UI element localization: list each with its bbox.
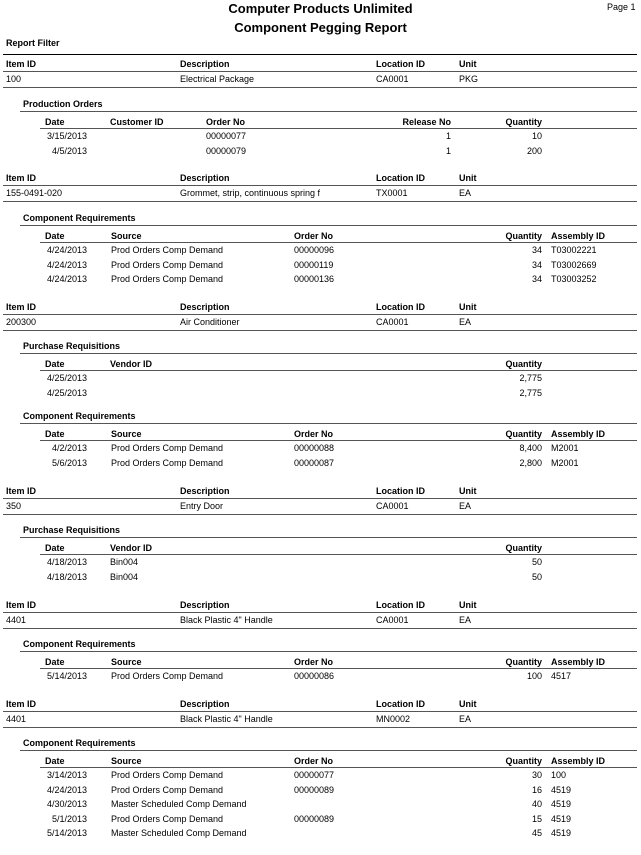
group-title: Purchase Requisitions — [23, 525, 121, 535]
column-header-rule — [40, 370, 637, 371]
row-source: Prod Orders Comp Demand — [111, 813, 224, 824]
item-id-header: Item ID — [6, 699, 37, 709]
item-id-value: 4401 — [6, 615, 27, 625]
row-quantity: 45 — [531, 828, 542, 838]
item-description-value: Black Plastic 4" Handle — [180, 615, 273, 625]
item-location-value: TX0001 — [376, 188, 408, 198]
order-no-column-header: Order No — [294, 657, 334, 667]
row-assembly-id: 100 — [551, 770, 567, 780]
item-header-rule — [3, 71, 637, 72]
row-assembly-id: T03003252 — [551, 274, 597, 284]
item-id-header: Item ID — [6, 486, 37, 496]
row-date: 4/24/2013 — [46, 245, 87, 255]
row-order-no: 00000087 — [294, 457, 335, 468]
item-id-value: 350 — [6, 501, 22, 511]
quantity-column-header: Quantity — [505, 543, 542, 553]
row-quantity: 50 — [531, 571, 542, 582]
row-assembly-id: 4519 — [551, 813, 572, 824]
date-column-header: Date — [45, 429, 65, 439]
row-order-no: 00000077 — [206, 131, 247, 141]
row-assembly-id: 4519 — [551, 799, 572, 809]
row-date: 4/5/2013 — [51, 145, 87, 156]
quantity-column-header: Quantity — [505, 657, 542, 667]
column-header-rule — [40, 242, 637, 243]
row-order-no: 00000096 — [294, 245, 335, 255]
row-quantity: 200 — [526, 145, 542, 156]
row-date: 5/6/2013 — [51, 457, 87, 468]
row-source: Prod Orders Comp Demand — [111, 457, 224, 468]
column-header-rule — [40, 128, 637, 129]
description-header: Description — [180, 600, 230, 610]
item-id-value: 4401 — [6, 714, 27, 724]
row-source: Prod Orders Comp Demand — [111, 671, 224, 681]
date-column-header: Date — [45, 231, 65, 241]
quantity-column-header: Quantity — [505, 429, 542, 439]
quantity-column-header: Quantity — [505, 756, 542, 766]
column-header-rule — [40, 767, 637, 768]
order-no-column-header: Order No — [206, 117, 246, 127]
location-id-header: Location ID — [376, 600, 425, 610]
item-location-value: CA0001 — [376, 615, 409, 625]
description-header: Description — [180, 302, 230, 312]
report-filter-label: Report Filter — [6, 38, 60, 48]
group-title: Production Orders — [23, 99, 103, 109]
row-assembly-id: T03002221 — [551, 245, 597, 255]
description-header: Description — [180, 486, 230, 496]
date-column-header: Date — [45, 117, 65, 127]
order-no-column-header: Order No — [294, 756, 334, 766]
row-date: 4/30/2013 — [46, 799, 87, 809]
assembly-id-column-header: Assembly ID — [551, 756, 606, 766]
source-column-header: Source — [111, 756, 142, 766]
report-title: Component Pegging Report — [234, 20, 407, 35]
item-header-rule — [3, 612, 637, 613]
item-value-rule — [3, 87, 637, 88]
group-title: Purchase Requisitions — [23, 341, 121, 351]
row-date: 4/25/2013 — [46, 387, 87, 398]
item-header-rule — [3, 314, 637, 315]
item-location-value: CA0001 — [376, 317, 409, 327]
item-unit-value: PKG — [459, 74, 479, 84]
row-date: 5/14/2013 — [46, 671, 87, 681]
row-source: Prod Orders Comp Demand — [111, 770, 224, 780]
row-date: 3/14/2013 — [46, 770, 87, 780]
row-date: 4/24/2013 — [46, 784, 87, 795]
customer-id-column-header: Customer ID — [110, 117, 164, 127]
row-vendor-id: Bin004 — [110, 571, 139, 582]
company-name: Computer Products Unlimited — [228, 1, 413, 16]
description-header: Description — [180, 173, 230, 183]
row-assembly-id: T03002669 — [551, 259, 597, 270]
unit-header: Unit — [459, 486, 477, 496]
row-quantity: 2,775 — [519, 387, 542, 398]
row-source: Master Scheduled Comp Demand — [111, 828, 247, 838]
item-value-rule — [3, 514, 637, 515]
row-source: Prod Orders Comp Demand — [111, 245, 224, 255]
row-assembly-id: 4519 — [551, 784, 572, 795]
assembly-id-column-header: Assembly ID — [551, 657, 606, 667]
unit-header: Unit — [459, 302, 477, 312]
quantity-column-header: Quantity — [505, 359, 542, 369]
row-quantity: 10 — [531, 131, 542, 141]
vendor-id-column-header: Vendor ID — [110, 359, 153, 369]
unit-header: Unit — [459, 59, 477, 69]
group-title: Component Requirements — [23, 639, 136, 649]
item-header-rule — [3, 185, 637, 186]
row-order-no: 00000077 — [294, 770, 335, 780]
row-quantity: 30 — [531, 770, 542, 780]
row-source: Prod Orders Comp Demand — [111, 443, 224, 453]
group-title: Component Requirements — [23, 738, 136, 748]
row-source: Prod Orders Comp Demand — [111, 784, 224, 795]
item-location-value: MN0002 — [376, 714, 411, 724]
row-quantity: 15 — [531, 813, 542, 824]
item-value-rule — [3, 727, 637, 728]
source-column-header: Source — [111, 657, 142, 667]
row-quantity: 40 — [531, 799, 542, 809]
item-id-value: 155-0491-020 — [6, 188, 63, 198]
row-date: 4/25/2013 — [46, 373, 87, 383]
group-title: Component Requirements — [23, 411, 136, 421]
item-id-value: 100 — [6, 74, 22, 84]
row-order-no: 00000089 — [294, 784, 335, 795]
row-quantity: 34 — [531, 274, 542, 284]
item-unit-value: EA — [459, 501, 472, 511]
row-assembly-id: 4517 — [551, 671, 572, 681]
row-quantity: 34 — [531, 245, 542, 255]
row-quantity: 100 — [526, 671, 542, 681]
row-release-no: 1 — [445, 131, 451, 141]
item-id-header: Item ID — [6, 302, 37, 312]
unit-header: Unit — [459, 600, 477, 610]
row-date: 5/14/2013 — [46, 828, 87, 838]
source-column-header: Source — [111, 429, 142, 439]
description-header: Description — [180, 699, 230, 709]
row-date: 4/24/2013 — [46, 274, 87, 284]
order-no-column-header: Order No — [294, 429, 334, 439]
column-header-rule — [40, 440, 637, 441]
row-quantity: 50 — [531, 557, 542, 567]
order-no-column-header: Order No — [294, 231, 334, 241]
date-column-header: Date — [45, 657, 65, 667]
item-unit-value: EA — [459, 317, 472, 327]
release-no-column-header: Release No — [402, 117, 451, 127]
item-id-header: Item ID — [6, 173, 37, 183]
group-title-rule — [20, 651, 637, 652]
item-id-value: 200300 — [6, 317, 37, 327]
group-title-rule — [20, 537, 637, 538]
row-date: 5/1/2013 — [51, 813, 87, 824]
group-title-rule — [20, 225, 637, 226]
row-order-no: 00000119 — [294, 259, 334, 270]
location-id-header: Location ID — [376, 59, 425, 69]
item-location-value: CA0001 — [376, 501, 409, 511]
row-date: 4/24/2013 — [46, 259, 87, 270]
location-id-header: Location ID — [376, 302, 425, 312]
column-header-rule — [40, 668, 637, 669]
header-divider — [3, 54, 637, 55]
item-description-value: Air Conditioner — [180, 317, 240, 327]
quantity-column-header: Quantity — [505, 231, 542, 241]
item-value-rule — [3, 201, 637, 202]
item-description-value: Grommet, strip, continuous spring f — [180, 188, 321, 198]
column-header-rule — [40, 554, 637, 555]
quantity-column-header: Quantity — [505, 117, 542, 127]
row-order-no: 00000088 — [294, 443, 335, 453]
location-id-header: Location ID — [376, 173, 425, 183]
row-assembly-id: M2001 — [551, 457, 579, 468]
date-column-header: Date — [45, 756, 65, 766]
group-title-rule — [20, 423, 637, 424]
item-value-rule — [3, 628, 637, 629]
item-value-rule — [3, 330, 637, 331]
source-column-header: Source — [111, 231, 142, 241]
item-id-header: Item ID — [6, 59, 37, 69]
assembly-id-column-header: Assembly ID — [551, 231, 606, 241]
row-date: 4/18/2013 — [46, 571, 87, 582]
item-unit-value: EA — [459, 714, 472, 724]
unit-header: Unit — [459, 699, 477, 709]
row-date: 4/2/2013 — [51, 443, 87, 453]
row-assembly-id: M2001 — [551, 443, 579, 453]
description-header: Description — [180, 59, 230, 69]
row-date: 3/15/2013 — [46, 131, 87, 141]
row-quantity: 16 — [531, 784, 542, 795]
row-order-no: 00000079 — [206, 145, 247, 156]
unit-header: Unit — [459, 173, 477, 183]
item-location-value: CA0001 — [376, 74, 409, 84]
row-release-no: 1 — [445, 145, 451, 156]
vendor-id-column-header: Vendor ID — [110, 543, 153, 553]
item-unit-value: EA — [459, 188, 472, 198]
row-source: Master Scheduled Comp Demand — [111, 799, 247, 809]
row-source: Prod Orders Comp Demand — [111, 259, 224, 270]
row-assembly-id: 4519 — [551, 828, 572, 838]
location-id-header: Location ID — [376, 699, 425, 709]
row-quantity: 34 — [531, 259, 542, 270]
location-id-header: Location ID — [376, 486, 425, 496]
row-quantity: 2,775 — [519, 373, 542, 383]
row-quantity: 2,800 — [519, 457, 542, 468]
group-title: Component Requirements — [23, 213, 136, 223]
page-number: Page 1 — [607, 2, 636, 12]
assembly-id-column-header: Assembly ID — [551, 429, 606, 439]
group-title-rule — [20, 353, 637, 354]
row-vendor-id: Bin004 — [110, 557, 139, 567]
row-source: Prod Orders Comp Demand — [111, 274, 224, 284]
row-quantity: 8,400 — [519, 443, 542, 453]
item-description-value: Electrical Package — [180, 74, 255, 84]
group-title-rule — [20, 750, 637, 751]
item-id-header: Item ID — [6, 600, 37, 610]
row-order-no: 00000089 — [294, 813, 335, 824]
item-unit-value: EA — [459, 615, 472, 625]
item-header-rule — [3, 711, 637, 712]
date-column-header: Date — [45, 359, 65, 369]
date-column-header: Date — [45, 543, 65, 553]
row-order-no: 00000086 — [294, 671, 335, 681]
item-header-rule — [3, 498, 637, 499]
group-title-rule — [20, 111, 637, 112]
row-order-no: 00000136 — [294, 274, 335, 284]
item-description-value: Entry Door — [180, 501, 224, 511]
row-date: 4/18/2013 — [46, 557, 87, 567]
item-description-value: Black Plastic 4" Handle — [180, 714, 273, 724]
